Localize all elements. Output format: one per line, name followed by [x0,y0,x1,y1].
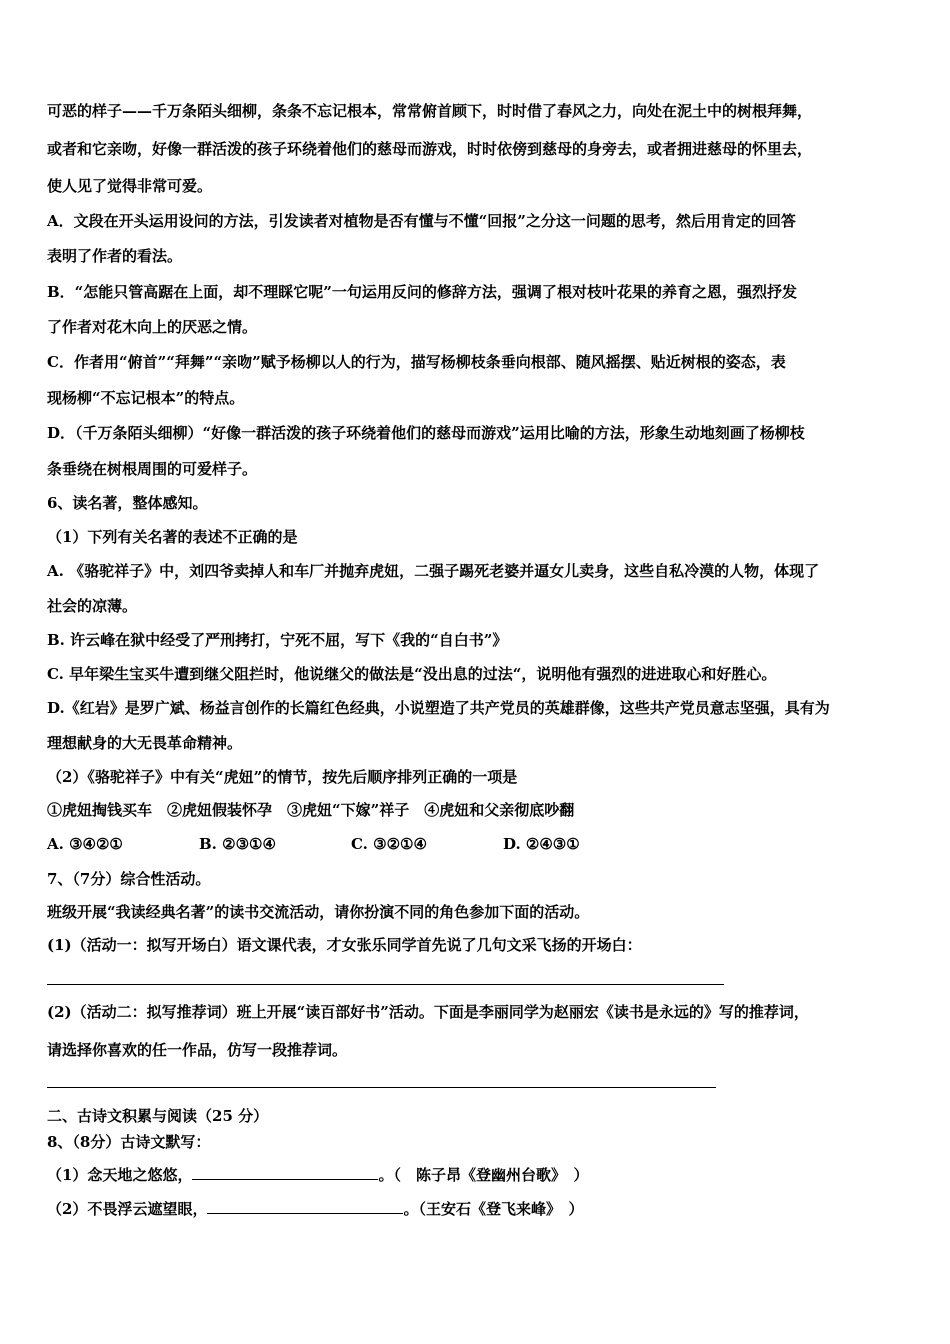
passage-line: 可恶的样子——千万条陌头细柳，条条不忘记根本，常常俯首顾下，时时借了春风之力，向处在泥土中的树根拜舞， [47,102,813,120]
q5-option-b: B．“怎能只管高踞在上面，却不理睬它呢”一句运用反问的修辞方法，强调了根对枝叶花果的养育之恩，强烈抒发 [47,283,797,301]
q6-sub1: （1）下列有关名著的表述不正确的是 [47,528,298,546]
q6-sub2: （2）《骆驼祥子》中有关“虎妞”的情节，按先后顺序排列正确的一项是 [47,768,518,786]
q7-intro: 班级开展“我读经典名著”的读书交流活动，请你扮演不同的角色参加下面的活动。 [47,903,590,921]
q5-option-b-cont: 了作者对花木向上的厌恶之情。 [47,318,258,336]
fill-blank[interactable] [207,1199,403,1214]
q5-option-c-cont: 现杨柳“不忘记根本”的特点。 [47,389,245,407]
q8-item-1 [47,1165,588,1185]
passage-line: 使人见了觉得非常可爱。 [47,177,213,195]
q6-option-c: C. 早年梁生宝买牛遭到继父阻拦时，他说继父的做法是“没出息的过法“，说明他有强烈的进进取心和好胜心。 [47,665,777,683]
q8-item-2 [47,1199,583,1219]
q5-option-a: A．文段在开头运用设问的方法，引发读者对植物是否有懂与不懂“回报”之分这一问题的思考，然后用肯定的回答 [47,212,796,230]
choice-b: B. ②③①④ [199,835,276,853]
q6-title: 6、读名著，整体感知。 [47,494,208,512]
q7-activity-2: (2)（活动二：拟写推荐词）班上开展“读百部好书”活动。下面是李丽同学为赵丽宏《读书是永远的》写的推荐词， [47,1003,809,1021]
choice-a: A. ③④②① [47,835,123,853]
q6-option-d-cont: 理想献身的大无畏革命精神。 [47,734,243,752]
passage-line: 或者和它亲吻，好像一群活泼的孩子环绕着他们的慈母而游戏，时时依傍到慈母的身旁去，或者拥进慈母的怀里去， [47,140,813,158]
q6-option-b: B. 许云峰在狱中经受了严刑拷打，宁死不屈，写下《我的“自白书”》 [47,631,508,649]
q8-item-2-prefix: （2）不畏浮云遮望眼， [47,1200,208,1218]
q5-option-c: C．作者用“俯首”“拜舞”“亲吻”赋予杨柳以人的行为，描写杨柳枝条垂向根部、随风摇摆、贴近树根的姿态，表 [47,353,786,371]
choice-d: D. ②④③① [503,835,580,853]
fill-blank[interactable] [192,1165,378,1180]
q7-title: 7、（7分）综合性活动。 [47,870,211,888]
q8-title: 8、（8分）古诗文默写： [47,1133,211,1151]
q6-sub2-events: ①虎妞掏钱买车 ②虎妞假装怀孕 ③虎妞“下嫁”祥子 ④虎妞和父亲彻底吵翻 [47,801,575,819]
q8-item-1-prefix: （1）念天地之悠悠， [47,1166,193,1184]
q5-option-d: D．（千万条陌头细柳）“好像一群活泼的孩子环绕着他们的慈母而游戏”运用比喻的方法，形象生动地刻画了杨柳枝 [47,424,805,442]
q6-sub2-choices [47,834,655,854]
answer-line[interactable] [47,984,724,985]
choice-c: C. ③②①④ [351,835,427,853]
q6-option-d: D.《红岩》是罗广斌、杨益言创作的长篇红色经典，小说塑造了共产党员的英雄群像，这些共产党员意志坚强，具有为 [47,699,830,717]
q6-option-a: A. 《骆驼祥子》中，刘四爷卖掉人和车厂并抛弃虎妞，二强子踢死老婆并逼女儿卖身，这些自私冷漠的人物，体现了 [47,562,820,580]
q7-activity-2-cont: 请选择你喜欢的任一作品，仿写一段推荐词。 [47,1041,348,1059]
answer-line[interactable] [47,1087,716,1088]
q6-option-a-cont: 社会的凉薄。 [47,597,138,615]
section-2-heading: 二、古诗文积累与阅读（25 分） [47,1107,269,1125]
q5-option-a-cont: 表明了作者的看法。 [47,247,183,265]
q8-item-2-suffix: 。（王安石《登飞来峰》 ） [403,1200,584,1218]
q5-option-d-cont: 条垂绕在树根周围的可爱样子。 [47,460,258,478]
q8-item-1-suffix: 。（ 陈子昂《登幽州台歌》 ） [378,1166,589,1184]
q7-activity-1: (1)（活动一：拟写开场白）语文课代表，才女张乐同学首先说了几句文采飞扬的开场白： [47,936,642,954]
